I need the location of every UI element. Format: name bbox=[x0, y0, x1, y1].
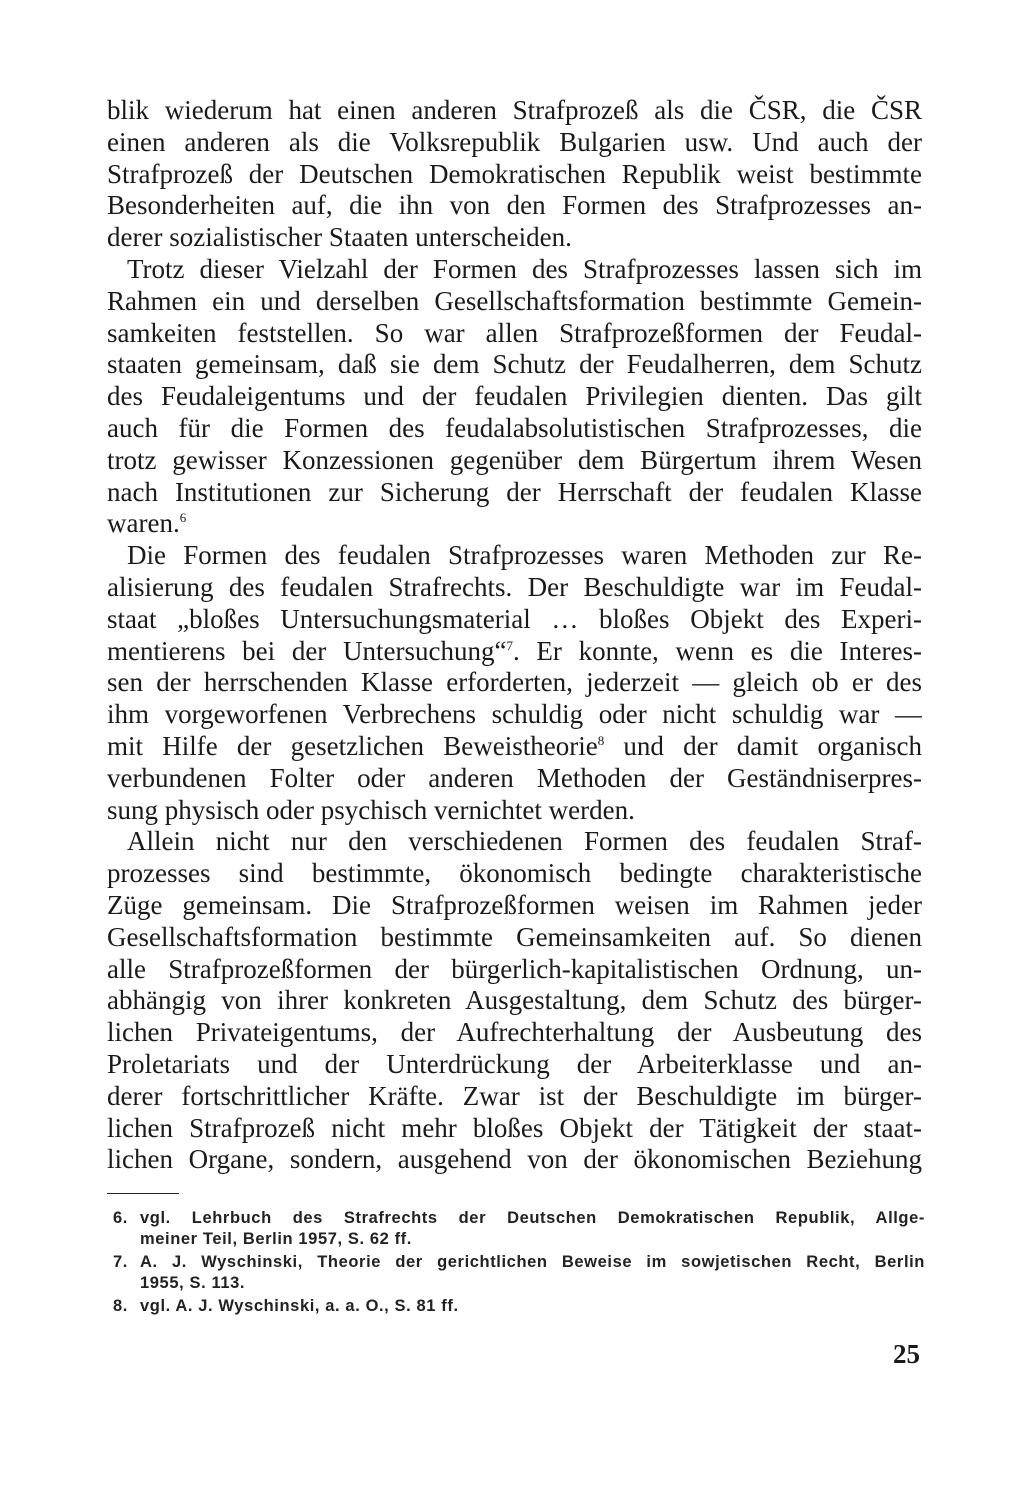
text-line: auch für die Formen des feudalabsolutistischen Strafprozesses, die bbox=[107, 412, 922, 443]
text-line: abhängig von ihrer konkreten Ausgestaltung, dem Schutz des bürger- bbox=[107, 985, 922, 1016]
text-line: sung physisch oder psychisch vernichtet werden. bbox=[107, 794, 635, 825]
text-line: lichen Strafprozeß nicht mehr bloßes Objekt der Tätigkeit der staat- bbox=[107, 1112, 922, 1143]
text-line: lichen Organe, sondern, ausgehend von der ökonomischen Beziehung bbox=[107, 1144, 922, 1175]
text-line: einen anderen als die Volksrepublik Bulgarien usw. Und auch der bbox=[107, 126, 922, 157]
text-line: blik wiederum hat einen anderen Strafprozeß als die ČSR, die ČSR bbox=[107, 95, 922, 125]
text-line: nach Institutionen zur Sicherung der Herrschaft der feudalen Klasse bbox=[107, 476, 922, 507]
page-number: 25 bbox=[893, 1339, 920, 1369]
text-line: Die Formen des feudalen Strafprozesses waren Methoden zur Re- bbox=[127, 540, 922, 571]
footnote-divider bbox=[107, 1193, 179, 1194]
footnote-line: meiner Teil, Berlin 1957, S. 62 ff. bbox=[140, 1230, 412, 1248]
paragraph-3 bbox=[107, 540, 922, 826]
text-line: prozesses sind bestimmte, ökonomisch bedingte charakteristische bbox=[107, 858, 922, 889]
text-line: Strafprozeß der Deutschen Demokratischen Republik weist bestimmte bbox=[107, 158, 922, 189]
footnote-number: 8. bbox=[113, 1297, 128, 1315]
footnote-number: 6. bbox=[113, 1209, 128, 1227]
text-line: derer fortschrittlicher Kräfte. Zwar ist der Beschuldigte im bürger- bbox=[107, 1080, 922, 1111]
text-line: Gesellschaftsformation bestimmte Gemeinsamkeiten auf. So dienen bbox=[107, 921, 922, 952]
text-line bbox=[107, 636, 922, 668]
footnote-line: 1955, S. 113. bbox=[140, 1274, 246, 1292]
text-line: lichen Privateigentums, der Aufrechterhaltung der Ausbeutung des bbox=[107, 1017, 922, 1048]
text-line: Allein nicht nur den verschiedenen Formen des feudalen Straf- bbox=[127, 826, 922, 857]
text-line: staaten gemeinsam, daß sie dem Schutz der Feudalherren, dem Schutz bbox=[107, 349, 922, 380]
text-line bbox=[107, 508, 922, 540]
body-text bbox=[107, 95, 922, 1176]
line-text: . Er konnte, wenn es die Interes- bbox=[512, 635, 922, 666]
footnotes bbox=[113, 1208, 925, 1319]
paragraph-2 bbox=[107, 254, 922, 540]
text-line: staat „bloßes Untersuchungsmaterial … bloßes Objekt des Experi- bbox=[107, 603, 922, 634]
text-line: ihm vorgeworfenen Verbrechens schuldig oder nicht schuldig war — bbox=[107, 699, 922, 730]
text-line: Rahmen ein und derselben Gesellschaftsformation bestimmte Gemein- bbox=[107, 285, 922, 316]
footnote-7 bbox=[113, 1252, 925, 1294]
line-text: und der damit organisch bbox=[604, 730, 922, 761]
paragraph-4 bbox=[107, 826, 922, 1176]
footnote-line: vgl. A. J. Wyschinski, a. a. O., S. 81 ff. bbox=[140, 1297, 459, 1315]
footnote-6 bbox=[113, 1208, 925, 1250]
text-line: verbundenen Folter oder anderen Methoden der Geständniserpres- bbox=[107, 762, 922, 793]
footnote-number: 7. bbox=[113, 1253, 128, 1271]
text-line: alle Strafprozeßformen der bürgerlich-kapitalistischen Ordnung, un- bbox=[107, 953, 922, 984]
footnote-line: vgl. Lehrbuch des Strafrechts der Deutschen Demokratischen Republik, Allge- bbox=[140, 1209, 925, 1227]
text-line: sen der herrschenden Klasse erforderten, jederzeit — gleich ob er des bbox=[107, 667, 922, 698]
text-line: alisierung des feudalen Strafrechts. Der Beschuldigte war im Feudal- bbox=[107, 571, 922, 602]
text-line: Trotz dieser Vielzahl der Formen des Strafprozesses lassen sich im bbox=[127, 253, 922, 284]
text-line: trotz gewisser Konzessionen gegenüber dem Bürgertum ihrem Wesen bbox=[107, 444, 922, 475]
line-text: mentierens bei der Untersuchung“ bbox=[107, 635, 507, 666]
text-line bbox=[107, 731, 922, 763]
text-line: Proletariats und der Unterdrückung der Arbeiterklasse und an- bbox=[107, 1048, 922, 1079]
line-text: waren. bbox=[107, 508, 180, 539]
text-line: des Feudaleigentums und der feudalen Privilegien dienten. Das gilt bbox=[107, 381, 922, 412]
text-line: derer sozialistischer Staaten unterscheiden. bbox=[107, 222, 572, 253]
text-line: samkeiten feststellen. So war allen Strafprozeßformen der Feudal- bbox=[107, 317, 922, 348]
footnote-ref: 7 bbox=[506, 637, 513, 653]
line-text: mit Hilfe der gesetzlichen Beweistheorie bbox=[107, 730, 598, 761]
paragraph-1 bbox=[107, 95, 922, 254]
footnote-ref: 8 bbox=[597, 732, 605, 748]
footnote-ref: 6 bbox=[179, 510, 187, 526]
footnote-8 bbox=[113, 1296, 925, 1317]
text-line: Züge gemeinsam. Die Strafprozeßformen weisen im Rahmen jeder bbox=[107, 889, 922, 920]
text-line: Besonderheiten auf, die ihn von den Formen des Strafprozesses an- bbox=[107, 190, 922, 221]
footnote-line: A. J. Wyschinski, Theorie der gerichtlichen Beweise im sowjetischen Recht, Berlin bbox=[140, 1253, 925, 1271]
